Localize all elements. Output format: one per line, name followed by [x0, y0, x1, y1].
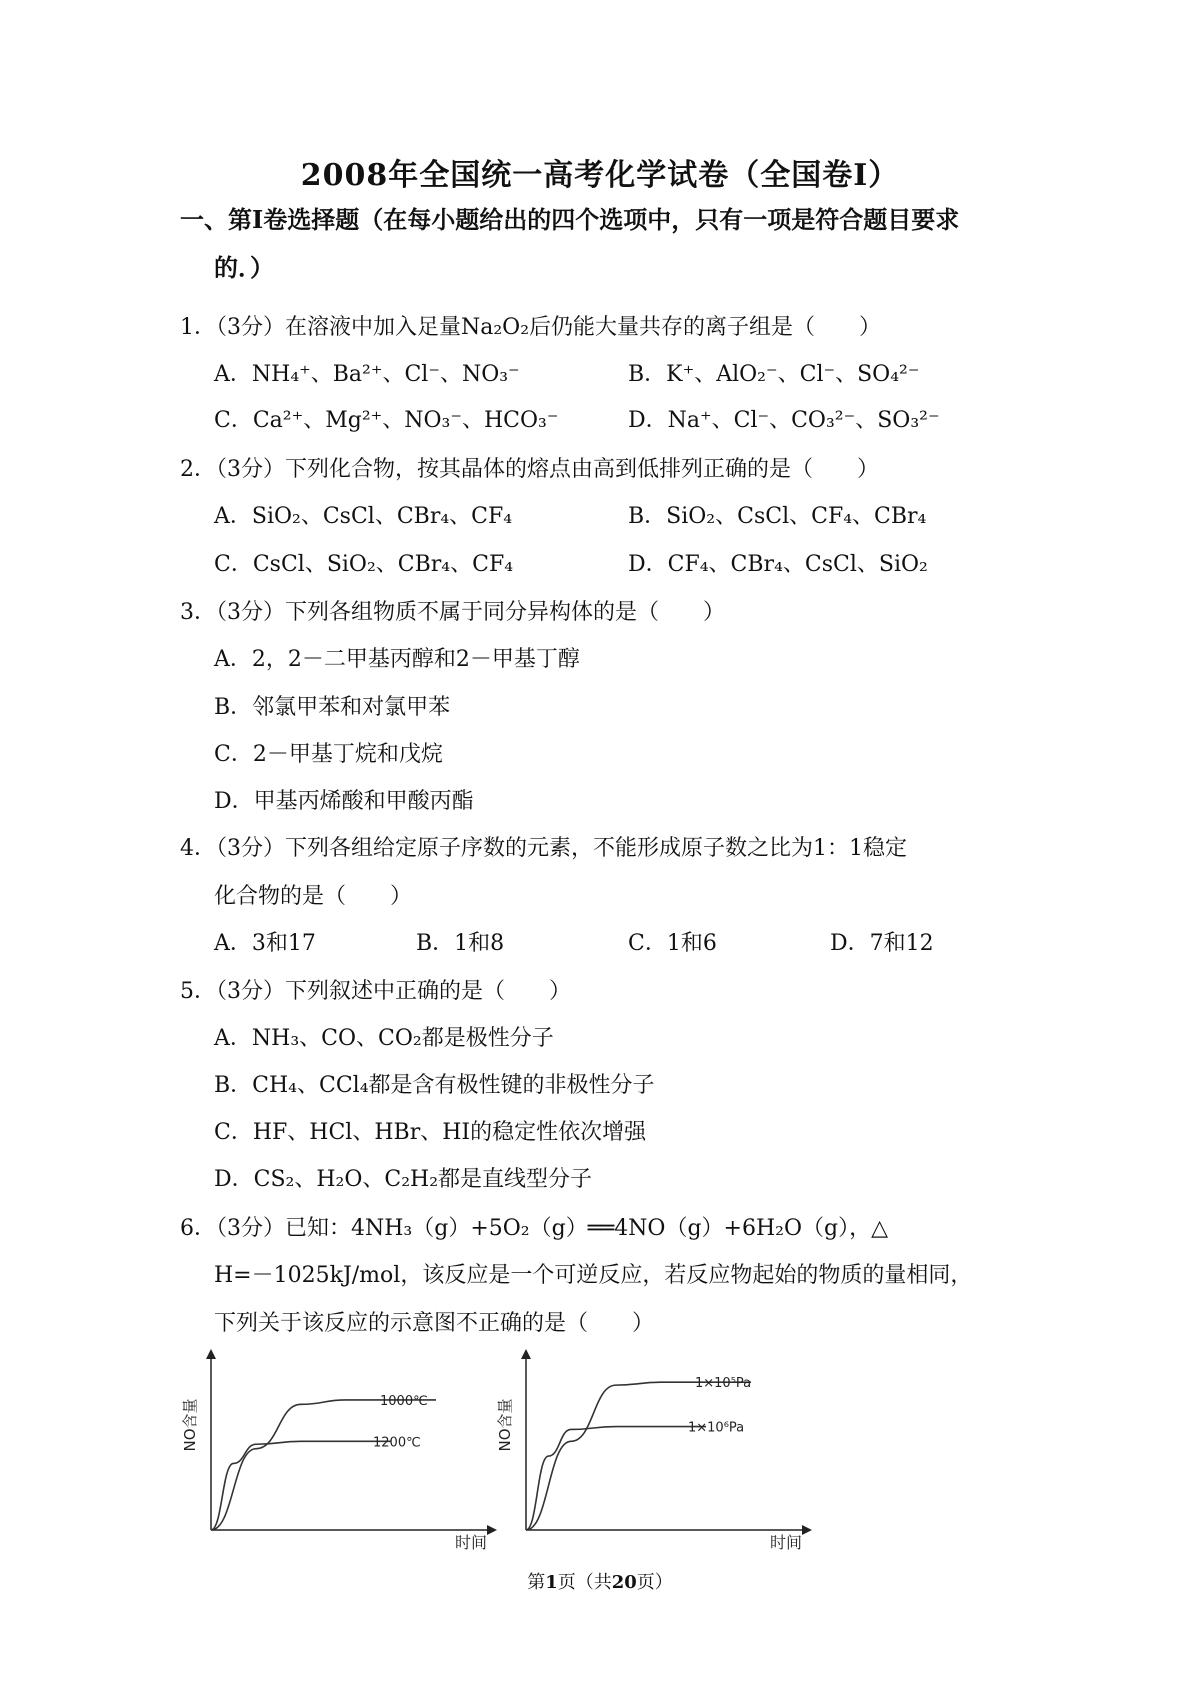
- question-3-stem: 3．（3分）下列各组物质不属于同分异构体的是（ ）: [180, 600, 725, 625]
- question-4-stem-line2: 化合物的是（ ）: [214, 884, 413, 909]
- page-footer: [0, 1568, 1200, 1594]
- y-axis-label: NO含量: [181, 1398, 199, 1452]
- question-6-stem-line3: 下列关于该反应的示意图不正确的是（ ）: [214, 1311, 655, 1336]
- series-label-2: 1200℃: [373, 1435, 421, 1451]
- x-axis-label: 时间: [454, 1533, 488, 1550]
- q4-option-d: D．7和12: [830, 931, 934, 956]
- q1-option-c: C．Ca²⁺、Mg²⁺、NO₃⁻、HCO₃⁻: [214, 408, 559, 433]
- footer-suffix: 页）: [636, 1572, 673, 1593]
- q3-option-c: C．2－甲基丁烷和戊烷: [214, 742, 443, 767]
- y-axis-label: NO含量: [496, 1398, 514, 1452]
- q4-option-c: C．1和6: [628, 931, 717, 956]
- q2-option-d: D．CF₄、CBr₄、CsCl、SiO₂: [628, 552, 928, 577]
- q5-option-a: A．NH₃、CO、CO₂都是极性分子: [214, 1026, 554, 1051]
- footer-total-pages: 20: [611, 1572, 637, 1593]
- question-2-stem: 2．（3分）下列化合物，按其晶体的熔点由高到低排列正确的是（ ）: [180, 457, 879, 482]
- chart-temperature: [175, 1345, 505, 1550]
- q4-option-b: B．1和8: [416, 931, 505, 956]
- q1-option-a: A．NH₄⁺、Ba²⁺、Cl⁻、NO₃⁻: [214, 362, 520, 387]
- q1-option-b: B．K⁺、AlO₂⁻、Cl⁻、SO₄²⁻: [628, 362, 920, 387]
- footer-prefix: 第: [527, 1572, 546, 1593]
- q2-option-a: A．SiO₂、CsCl、CBr₄、CF₄: [214, 504, 513, 529]
- question-5-stem: 5．（3分）下列叙述中正确的是（ ）: [180, 979, 571, 1004]
- q3-option-a: A．2，2－二甲基丙醇和2－甲基丁醇: [214, 647, 580, 672]
- q2-option-c: C．CsCl、SiO₂、CBr₄、CF₄: [214, 552, 514, 577]
- y-axis-arrow: [206, 1349, 216, 1359]
- x-axis-arrow: [802, 1525, 812, 1535]
- section-heading-line2: 的．）: [214, 253, 274, 282]
- question-1-stem: 1．（3分）在溶液中加入足量Na₂O₂后仍能大量共存的离子组是（ ）: [180, 315, 882, 340]
- q3-option-b: B．邻氯甲苯和对氯甲苯: [214, 695, 451, 720]
- series-line-1: [526, 1382, 751, 1530]
- page-title: 2008年全国统一高考化学试卷（全国卷I）: [300, 158, 900, 193]
- series-line-2: [211, 1441, 391, 1530]
- q2-option-b: B．SiO₂、CsCl、CF₄、CBr₄: [628, 504, 927, 529]
- question-4-stem-line1: 4．（3分）下列各组给定原子序数的元素，不能形成原子数之比为1：1稳定: [180, 836, 907, 861]
- footer-page-number: 1: [545, 1572, 558, 1593]
- footer-mid: 页（共: [557, 1572, 612, 1593]
- q5-option-d: D．CS₂、H₂O、C₂H₂都是直线型分子: [214, 1167, 593, 1192]
- y-axis-arrow: [521, 1349, 531, 1359]
- section-heading-line1: 一、第I卷选择题（在每小题给出的四个选项中，只有一项是符合题目要求: [180, 205, 960, 234]
- x-axis-label: 时间: [769, 1533, 803, 1550]
- series-line-2: [526, 1427, 706, 1530]
- q4-option-a: A．3和17: [214, 931, 316, 956]
- q5-option-c: C．HF、HCl、HBr、HI的稳定性依次增强: [214, 1120, 647, 1145]
- q1-option-d: D．Na⁺、Cl⁻、CO₃²⁻、SO₃²⁻: [628, 408, 940, 433]
- series-label-2: 1×10⁶Pa: [688, 1420, 745, 1436]
- series-line-1: [211, 1400, 436, 1530]
- q3-option-d: D．甲基丙烯酸和甲酸丙酯: [214, 789, 474, 814]
- q5-option-b: B．CH₄、CCl₄都是含有极性键的非极性分子: [214, 1073, 655, 1098]
- series-label-1: 1×10⁵Pa: [695, 1376, 752, 1392]
- question-6-stem-line2: H=－1025kJ/mol，该反应是一个可逆反应，若反应物起始的物质的量相同，: [214, 1263, 973, 1288]
- question-6-stem-line1: 6．（3分）已知：4NH₃（g）+5O₂（g）══4NO（g）+6H₂O（g），△: [180, 1216, 889, 1241]
- series-label-1: 1000℃: [380, 1393, 428, 1409]
- chart-pressure: [490, 1345, 820, 1550]
